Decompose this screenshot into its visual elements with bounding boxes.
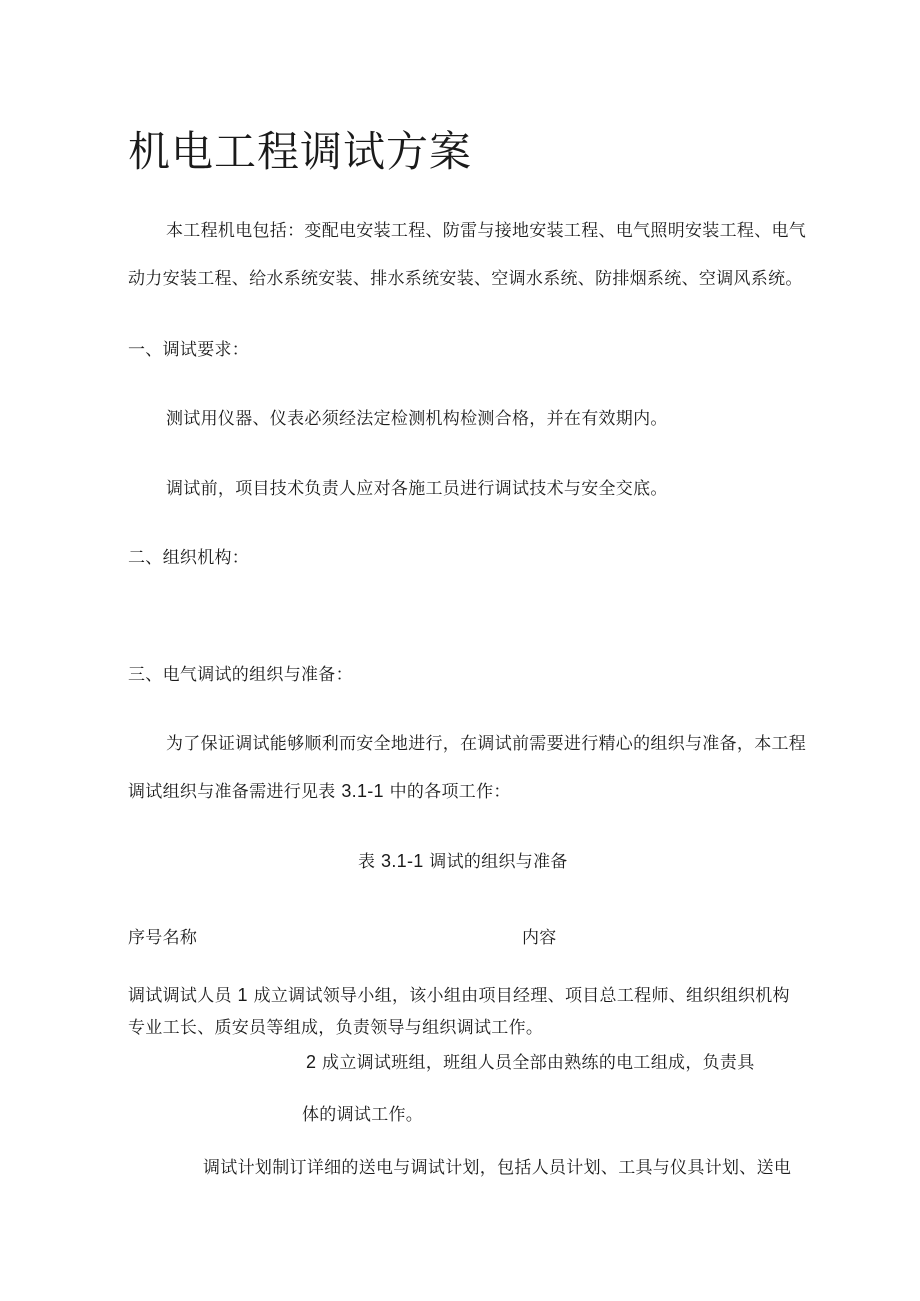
table-header-right: 内容 — [522, 928, 557, 948]
row-label: 调试调试人员 — [128, 986, 232, 1006]
paragraph-text: 调试组织与准备需进行见表 — [128, 782, 336, 802]
caption-prefix: 表 — [358, 852, 376, 872]
section-1-paragraph-2: 调试前，项目技术负责人应对各施工员进行调试技术与安全交底。 — [166, 479, 668, 499]
section-3-paragraph-line-1: 为了保证调试能够顺利而安全地进行，在调试前需要进行精心的组织与准备，本工程 — [166, 734, 807, 754]
section-2-heading: 二、组织机构： — [128, 548, 250, 568]
paragraph-text: 中的各项工作： — [389, 782, 511, 802]
row-content: 成立调试班组，班组人员全部由熟练的电工组成，负责具 — [322, 1053, 755, 1073]
table-row-3-line-1: 调试计划制订详细的送电与调试计划，包括人员计划、工具与仪具计划、送电 — [203, 1158, 792, 1178]
table-reference: 3.1-1 — [341, 781, 384, 801]
section-3-heading: 三、电气调试的组织与准备： — [128, 665, 353, 685]
row-number: 2 — [306, 1052, 317, 1072]
section-1-heading: 一、调试要求： — [128, 340, 250, 360]
table-caption — [358, 850, 568, 873]
section-3-paragraph-line-2 — [128, 780, 511, 803]
section-1-paragraph-1: 测试用仪器、仪表必须经法定检测机构检测合格，并在有效期内。 — [166, 409, 668, 429]
intro-line-1: 本工程机电包括：变配电安装工程、防雷与接地安装工程、电气照明安装工程、电气 — [166, 221, 807, 241]
document-title: 机电工程调试方案 — [128, 127, 473, 176]
table-row-2-line-1 — [306, 1051, 755, 1074]
row-content: 成立调试领导小组，该小组由项目经理、项目总工程师、组织组织机构 — [253, 986, 790, 1006]
intro-line-2: 动力安装工程、给水系统安装、排水系统安装、空调水系统、防排烟系统、空调风系统。 — [128, 269, 803, 289]
caption-number: 3.1-1 — [381, 851, 424, 871]
table-header-left: 序号名称 — [128, 928, 198, 948]
row-number: 1 — [237, 985, 248, 1005]
table-row-1-line-1 — [128, 984, 790, 1007]
table-row-2-line-2: 体的调试工作。 — [302, 1105, 424, 1125]
caption-text: 调试的组织与准备 — [429, 852, 568, 872]
table-row-1-line-2: 专业工长、质安员等组成，负责领导与组织调试工作。 — [128, 1018, 544, 1038]
